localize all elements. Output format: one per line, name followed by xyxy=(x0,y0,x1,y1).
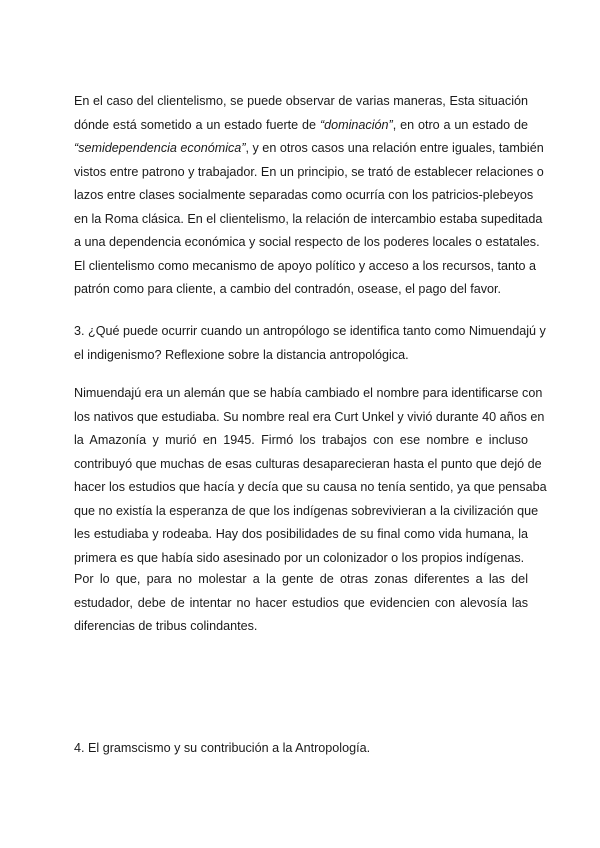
text-line: los nativos que estudiaba. Su nombre real era Curt Unkel y vivió durante 40 años en xyxy=(74,409,545,424)
text-line: vistos entre patrono y trabajador. En un principio, se trató de establecer relaciones o xyxy=(74,164,544,179)
text-line: a una dependencia económica y social respecto de los poderes locales o estatales. xyxy=(74,235,540,249)
text-line: hacer los estudios que hacía y decía que su causa no tenía sentido, ya que pensaba xyxy=(74,480,547,494)
text-line: Por lo que, para no molestar a la gente de otras zonas diferentes a las del xyxy=(74,572,528,586)
text-line: patrón como para cliente, a cambio del contradón, osease, el pago del favor. xyxy=(74,282,502,296)
text-line: El clientelismo como mecanismo de apoyo político y acceso a los recursos, tanto a xyxy=(74,258,536,273)
text-line: dónde está sometido a un estado fuerte de “dominación”, en otro a un estado de xyxy=(74,117,528,132)
text-line: les estudiaba y rodeaba. Hay dos posibilidades de su final como vida humana, la xyxy=(74,527,528,541)
text-line: “semidependencia económica”, y en otros casos una relación entre iguales, también xyxy=(74,141,544,155)
text-line: el indigenismo? Reflexione sobre la distancia antropológica. xyxy=(74,347,409,362)
paragraph-clientelismo xyxy=(74,90,544,302)
paragraph-conclusion xyxy=(74,568,528,639)
text-line: lazos entre clases socialmente separadas como ocurría con los patricios-plebeyos xyxy=(74,188,534,202)
paragraph-nimuendaju xyxy=(74,382,547,570)
text-line: diferencias de tribus colindantes. xyxy=(74,619,258,633)
question-3 xyxy=(74,320,546,367)
text-line: contribuyó que muchas de esas culturas desaparecieran hasta el punto que dejó de xyxy=(74,456,542,471)
question-4 xyxy=(74,737,528,761)
text-line: primera es que había sido asesinado por un colonizador o los propios indígenas. xyxy=(74,550,525,565)
text-line: Nimuendajú era un alemán que se había cambiado el nombre para identificarse con xyxy=(74,386,543,400)
italic-term-dominacion: “dominación” xyxy=(319,117,393,132)
text-line: que no existía la esperanza de que los indígenas sobrevivieran a la civilización que xyxy=(74,503,539,518)
text-line: 3. ¿Qué puede ocurrir cuando un antropólogo se identifica tanto como Nimuendajú y xyxy=(74,324,546,338)
text-line: estudador, debe de intentar no hacer estudios que evidencien con alevosía las xyxy=(74,595,528,610)
italic-term-semidependencia: “semidependencia económica” xyxy=(74,141,246,155)
text-line: En el caso del clientelismo, se puede observar de varias maneras, Esta situación xyxy=(74,94,528,108)
text-line: 4. El gramscismo y su contribución a la Antropología. xyxy=(74,741,371,755)
text-line: en la Roma clásica. En el clientelismo, la relación de intercambio estaba supeditada xyxy=(74,211,543,226)
text-line: la Amazonía y murió en 1945. Firmó los trabajos con ese nombre e incluso xyxy=(74,433,528,447)
